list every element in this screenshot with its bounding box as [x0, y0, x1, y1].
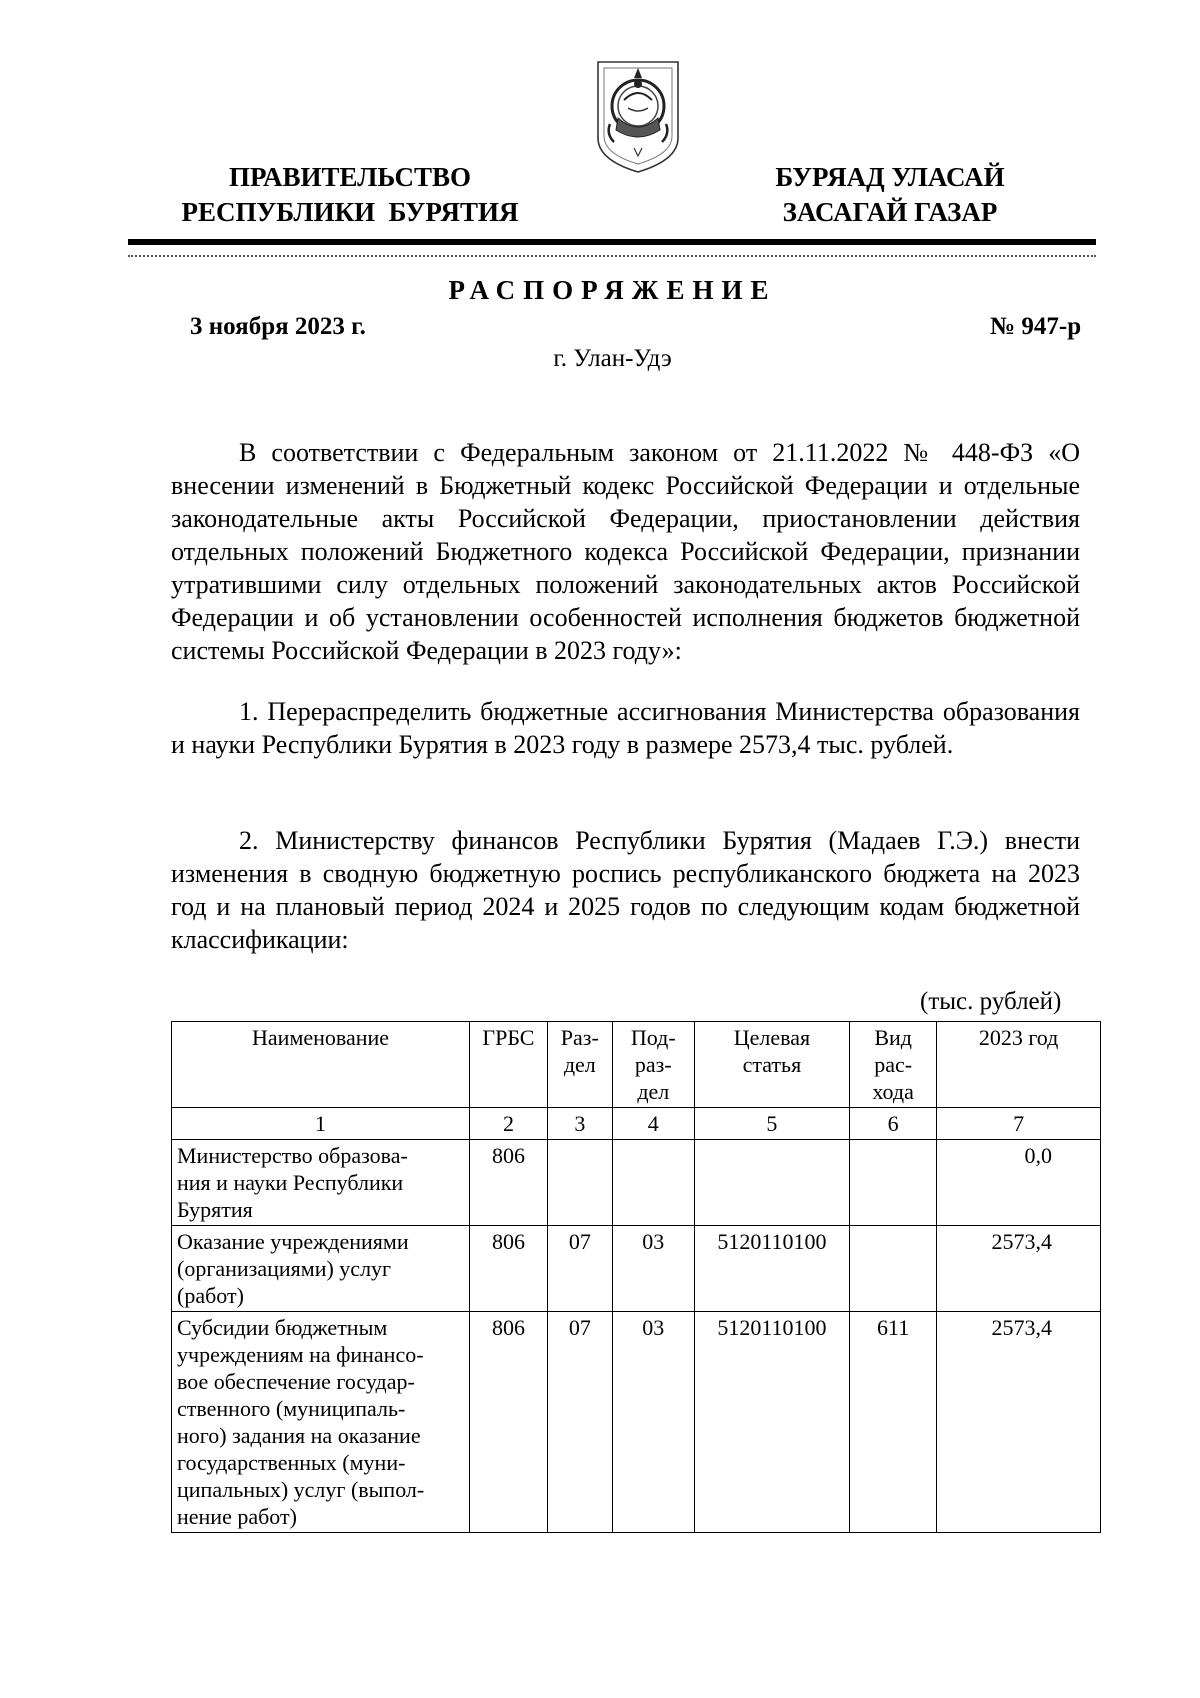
cell-target-article — [694, 1140, 849, 1226]
cell-amount: 2573,4 — [937, 1312, 1101, 1533]
column-number: 1 — [172, 1108, 470, 1140]
header-subsection: Под- раз- дел — [612, 1022, 694, 1108]
cell-subsection: 03 — [612, 1312, 694, 1533]
cell-subsection — [612, 1140, 694, 1226]
column-number: 5 — [694, 1108, 849, 1140]
cell-expense-type — [850, 1140, 937, 1226]
cell-grbs: 806 — [470, 1140, 548, 1226]
budget-classification-table — [171, 1021, 1101, 1533]
cell-grbs: 806 — [470, 1312, 548, 1533]
header-grbs: ГРБС — [470, 1022, 548, 1108]
cell-name: Оказание учреждениями (организациями) услуг (работ) — [172, 1226, 470, 1312]
republic-coat-of-arms-icon — [594, 56, 682, 176]
header-target-article: Целевая статья — [694, 1022, 849, 1108]
header-divider-thin — [128, 255, 1096, 257]
table-header-row — [172, 1022, 1101, 1108]
document-number: № 947-р — [990, 313, 1082, 340]
header-name: Наименование — [172, 1022, 470, 1108]
table-row — [172, 1140, 1101, 1226]
table-units-note: (тыс. рублей) — [920, 988, 1062, 1015]
cell-expense-type — [850, 1226, 937, 1312]
government-name-buryat — [720, 160, 1060, 230]
government-name-buryat-line2: ЗАСАГАЙ ГАЗАР — [782, 197, 998, 227]
table-row — [172, 1312, 1101, 1533]
cell-name: Субсидии бюджетным учреждениям на финансо- вое обеспечение государ- ственного (муниципаль- ного) задания на оказание государственных (муни- ципальных) услуг (выпол- нение работ) — [172, 1312, 470, 1533]
cell-amount: 2573,4 — [937, 1226, 1101, 1312]
cell-target-article: 5120110100 — [694, 1312, 849, 1533]
government-name-line2: РЕСПУБЛИКИ БУРЯТИЯ — [181, 197, 519, 227]
government-name-line1: ПРАВИТЕЛЬСТВО — [228, 162, 472, 192]
column-number: 3 — [547, 1108, 612, 1140]
government-name-buryat-line1: БУРЯАД УЛАСАЙ — [775, 162, 1005, 192]
document-date: 3 ноября 2023 г. — [190, 313, 366, 340]
column-number: 7 — [937, 1108, 1101, 1140]
cell-name: Министерство образова- ния и науки Республики Бурятия — [172, 1140, 470, 1226]
header-divider-thick — [128, 239, 1096, 245]
document-city: г. Улан-Удэ — [553, 345, 672, 372]
header-section: Раз- дел — [547, 1022, 612, 1108]
cell-section — [547, 1140, 612, 1226]
clause-2-paragraph: 2. Министерству финансов Республики Бурятия (Мадаев Г.Э.) внести изменения в сводную бюджетную роспись республиканского бюджета на 2023 год и на плановый период 2024 и 2025 годов по следующим кодам бюджетной классификации: — [171, 826, 1080, 954]
column-number: 4 — [612, 1108, 694, 1140]
cell-expense-type: 611 — [850, 1312, 937, 1533]
preamble-paragraph: В соответствии с Федеральным законом от 21.11.2022 № 448-ФЗ «О внесении изменений в Бюджетный кодекс Российской Федерации и отдельные законодательные акты Российской Федерации, приостановлении действия отдельных положений Бюджетного кодекса Российской Федерации, признании утратившими силу отдельных положений законодательных актов Российской Федерации и об установлении особенностей исполнения бюджетов бюджетной системы Российской Федерации в 2023 году»: — [171, 438, 1080, 665]
column-number-row — [172, 1108, 1101, 1140]
cell-target-article: 5120110100 — [694, 1226, 849, 1312]
header-year-2023: 2023 год — [937, 1022, 1101, 1108]
cell-subsection: 03 — [612, 1226, 694, 1312]
document-title: РАСПОРЯЖЕНИЕ — [448, 275, 777, 305]
column-number: 6 — [850, 1108, 937, 1140]
header-expense-type: Вид рас- хода — [850, 1022, 937, 1108]
table-row — [172, 1226, 1101, 1312]
cell-grbs: 806 — [470, 1226, 548, 1312]
clause-1-paragraph: 1. Перераспределить бюджетные ассигнования Министерства образования и науки Республики Бурятия в 2023 году в размере 2573,4 тыс. рублей. — [171, 697, 1080, 759]
cell-section: 07 — [547, 1312, 612, 1533]
government-name-russian — [150, 160, 550, 230]
cell-section: 07 — [547, 1226, 612, 1312]
column-number: 2 — [470, 1108, 548, 1140]
cell-amount: 0,0 — [937, 1140, 1101, 1226]
